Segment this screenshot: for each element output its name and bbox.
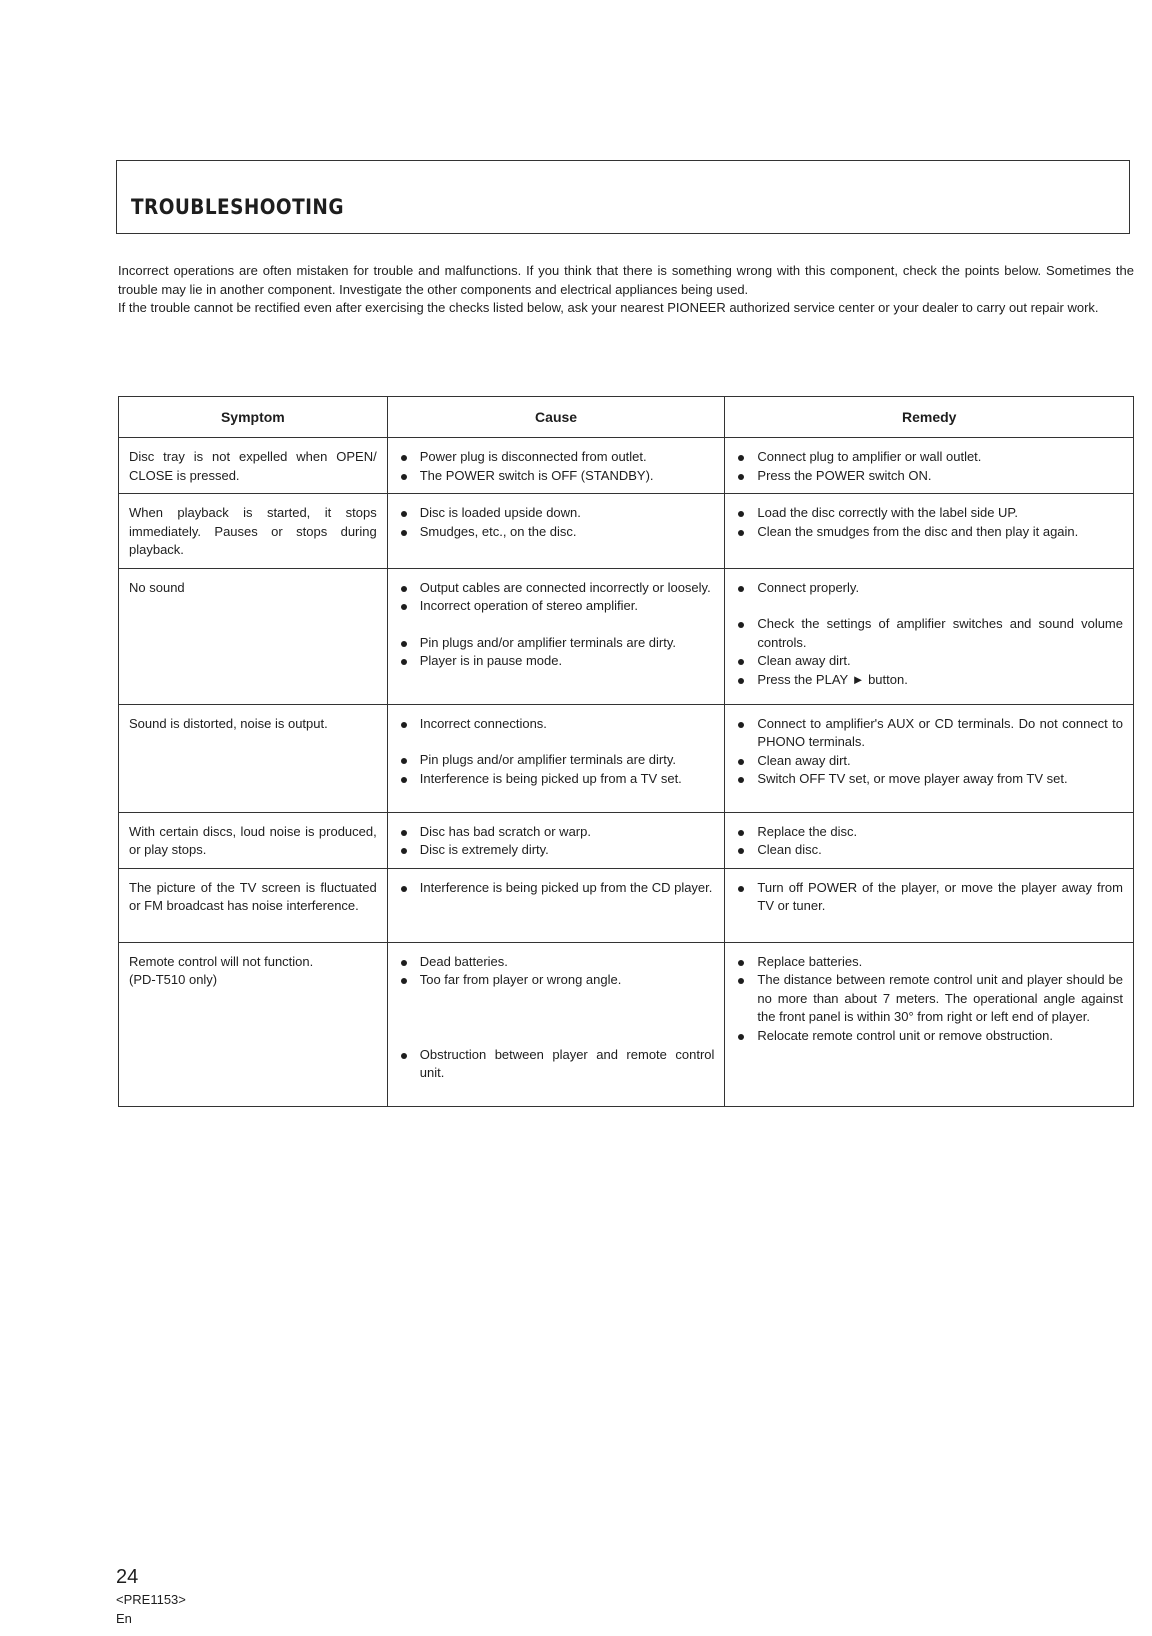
symptom-cell — [119, 704, 388, 812]
remedy-item: Press the PLAY ► button. — [735, 671, 1123, 690]
remedy-cell — [725, 704, 1134, 812]
page-title: TROUBLESHOOTING — [131, 195, 344, 219]
remedy-item: Clean away dirt. — [735, 652, 1123, 671]
cause-item: Interference is being picked up from the CD player. — [398, 879, 715, 898]
cause-item: Disc is loaded upside down. — [398, 504, 715, 523]
cause-item: Output cables are connected incorrectly or loosely. — [398, 579, 715, 598]
symptom-cell — [119, 494, 388, 569]
header-cause: Cause — [387, 397, 725, 438]
cause-item: Incorrect operation of stereo amplifier. — [398, 597, 715, 616]
symptom-text: The picture of the TV screen is fluctuated or FM broadcast has noise interference. — [129, 879, 377, 913]
cause-item: Dead batteries. — [398, 953, 715, 972]
remedy-item: Load the disc correctly with the label side UP. — [735, 504, 1123, 523]
cause-item: The POWER switch is OFF (STANDBY). — [398, 467, 715, 486]
remedy-cell — [725, 438, 1134, 494]
cause-item: Disc is extremely dirty. — [398, 841, 715, 860]
table-row — [119, 494, 1134, 569]
cause-item: Interference is being picked up from a TV set. — [398, 770, 715, 789]
remedy-item: Replace the disc. — [735, 823, 1123, 842]
cause-item: Pin plugs and/or amplifier terminals are dirty. — [398, 634, 715, 653]
cause-item: Power plug is disconnected from outlet. — [398, 448, 715, 467]
remedy-item: Connect to amplifier's AUX or CD terminals. Do not connect to PHONO terminals. — [735, 715, 1123, 752]
symptom-cell — [119, 568, 388, 704]
header-symptom: Symptom — [119, 397, 388, 438]
cause-cell — [387, 942, 725, 1106]
symptom-cell — [119, 942, 388, 1106]
symptom-text: No sound — [129, 579, 185, 595]
remedy-item: Clean away dirt. — [735, 752, 1123, 771]
table-row — [119, 942, 1134, 1106]
cause-item: Disc has bad scratch or warp. — [398, 823, 715, 842]
language-code: En — [116, 1611, 132, 1626]
intro-text — [118, 262, 1134, 318]
intro-paragraph: Incorrect operations are often mistaken for trouble and malfunctions. If you think that there is something wrong with this component, check the points below. Sometimes the trouble may lie in another component. Investigate the other components and electrical appliances being used. — [118, 263, 1134, 297]
symptom-note: (PD-T510 only) — [129, 972, 218, 987]
remedy-item: Connect properly. — [735, 579, 1123, 598]
symptom-text: When playback is started, it stops immediately. Pauses or stops during playback. — [129, 505, 377, 557]
cause-cell — [387, 704, 725, 812]
table-row — [119, 704, 1134, 812]
symptom-text: Sound is distorted, noise is output. — [129, 715, 328, 731]
remedy-item: Switch OFF TV set, or move player away from TV set. — [735, 770, 1123, 789]
symptom-cell — [119, 812, 388, 868]
remedy-item: Connect plug to amplifier or wall outlet. — [735, 448, 1123, 467]
cause-item: Obstruction between player and remote control unit. — [398, 1046, 715, 1083]
cause-cell — [387, 568, 725, 704]
cause-cell — [387, 494, 725, 569]
troubleshooting-table — [118, 396, 1134, 1107]
page-number: 24 — [116, 1566, 139, 1588]
table-row — [119, 568, 1134, 704]
cause-cell — [387, 868, 725, 942]
page-footer — [116, 1564, 186, 1628]
remedy-item: Replace batteries. — [735, 953, 1123, 972]
document-code: <PRE1153> — [116, 1592, 186, 1607]
remedy-cell — [725, 494, 1134, 569]
symptom-text: Remote control will not function. — [129, 953, 314, 969]
remedy-item: The distance between remote control unit and player should be no more than about 7 meters. The operational angle against the front panel is within 30° from right or left end of player. — [735, 971, 1123, 1027]
header-remedy: Remedy — [725, 397, 1134, 438]
cause-item: Incorrect connections. — [398, 715, 715, 734]
symptom-text: With certain discs, loud noise is produced, or play stops. — [129, 823, 377, 857]
cause-item: Smudges, etc., on the disc. — [398, 523, 715, 542]
remedy-cell — [725, 568, 1134, 704]
remedy-item: Relocate remote control unit or remove obstruction. — [735, 1027, 1123, 1046]
remedy-cell — [725, 942, 1134, 1106]
symptom-text: Disc tray is not expelled when OPEN/ CLOSE is pressed. — [129, 449, 377, 483]
table-row — [119, 438, 1134, 494]
remedy-cell — [725, 868, 1134, 942]
intro-paragraph: If the trouble cannot be rectified even after exercising the checks listed below, ask your nearest PIONEER authorized service center or your dealer to carry out repair work. — [118, 300, 1099, 315]
cause-item: Pin plugs and/or amplifier terminals are dirty. — [398, 751, 715, 770]
remedy-item: Clean the smudges from the disc and then play it again. — [735, 523, 1123, 542]
table-row — [119, 868, 1134, 942]
symptom-cell — [119, 438, 388, 494]
table-row — [119, 812, 1134, 868]
title-box — [116, 160, 1130, 234]
remedy-item: Turn off POWER of the player, or move the player away from TV or tuner. — [735, 879, 1123, 916]
table-header-row — [119, 397, 1134, 438]
remedy-item: Press the POWER switch ON. — [735, 467, 1123, 486]
cause-item: Player is in pause mode. — [398, 652, 715, 671]
cause-item: Too far from player or wrong angle. — [398, 971, 715, 990]
cause-cell — [387, 438, 725, 494]
symptom-cell — [119, 868, 388, 942]
remedy-item: Clean disc. — [735, 841, 1123, 860]
remedy-cell — [725, 812, 1134, 868]
remedy-item: Check the settings of amplifier switches and sound volume controls. — [735, 615, 1123, 652]
cause-cell — [387, 812, 725, 868]
